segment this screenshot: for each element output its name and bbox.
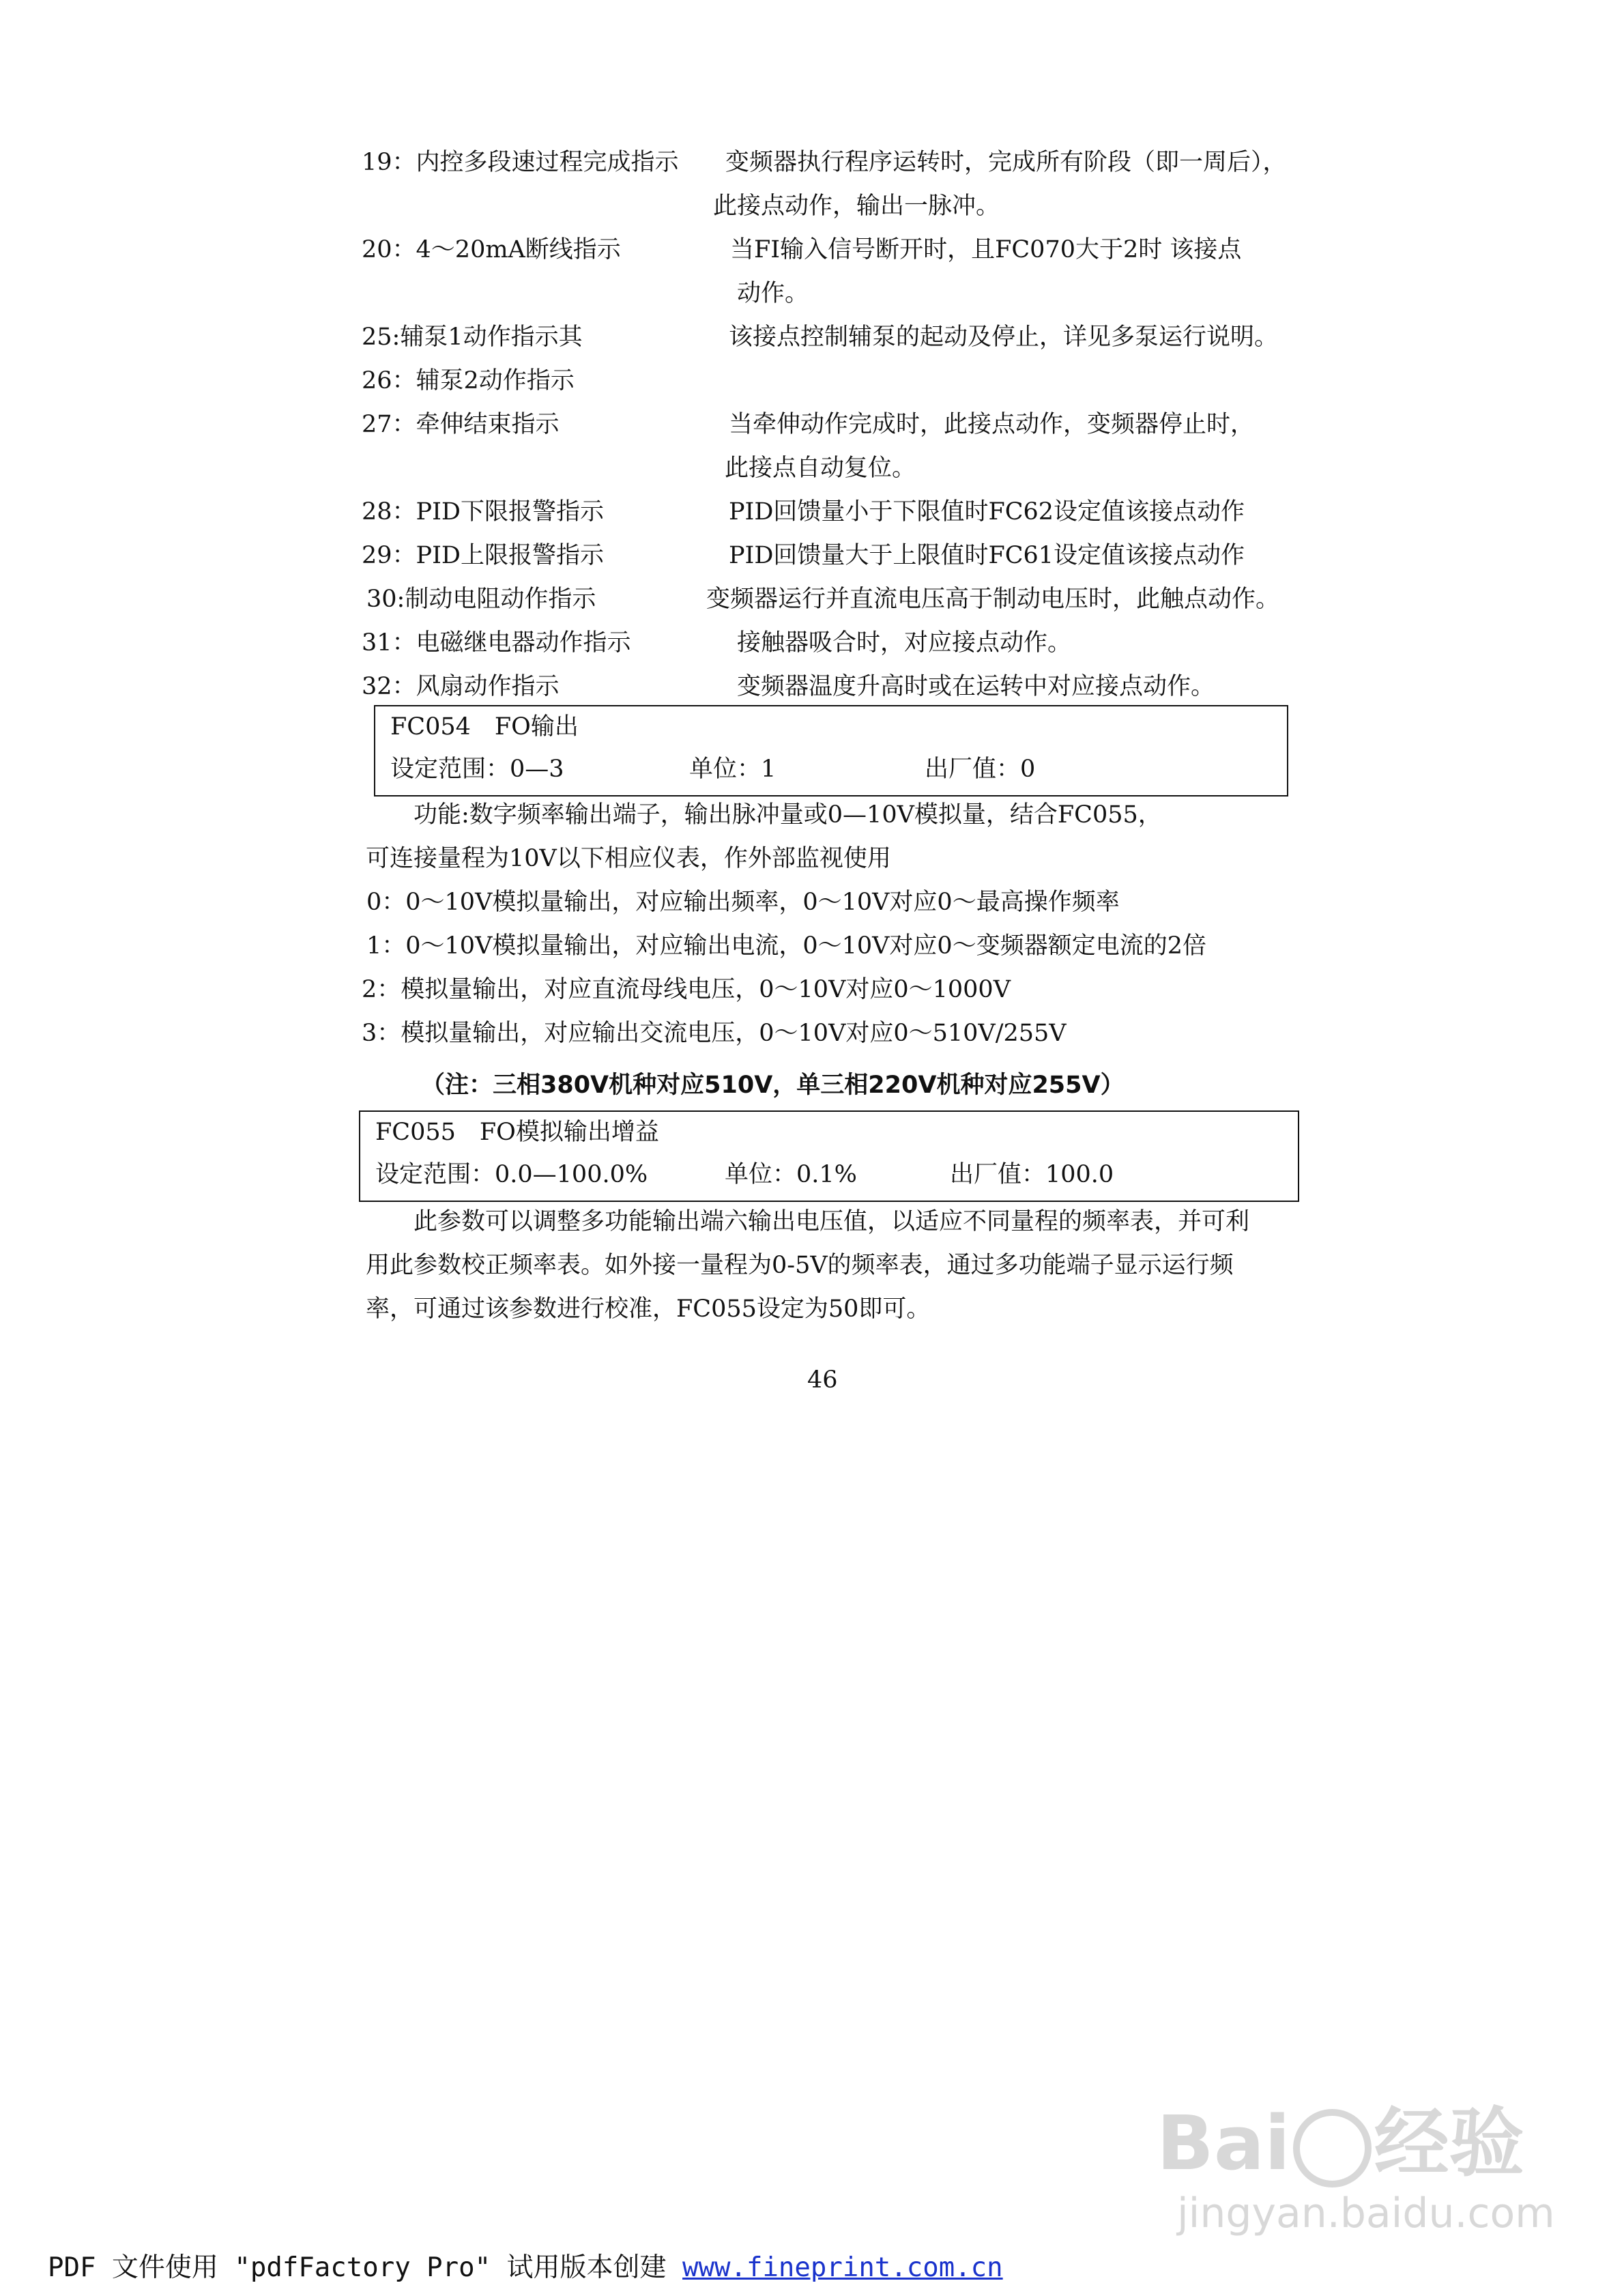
param-range: 设定范围：0—3 xyxy=(390,756,564,783)
param-title: FC055 FO模拟输出增益 xyxy=(375,1119,659,1146)
watermark-logo-right: 经验 xyxy=(1374,2099,1524,2187)
list-left-30: 30:制动电阻动作指示 xyxy=(366,586,596,613)
footer-text: PDF 文件使用 "pdfFactory Pro" 试用版本创建 xyxy=(48,2252,683,2283)
list-left-27: 27：牵伸结束指示 xyxy=(362,411,560,438)
param-box-fc054 xyxy=(374,705,1288,797)
paragraph-line: 率，可通过该参数进行校准，FC055设定为50即可。 xyxy=(366,1295,931,1323)
watermark-logo-left: Bai xyxy=(1157,2099,1290,2187)
option-line-1: 1：0～10V模拟量输出，对应输出电流，0～10V对应0～变频器额定电流的2倍 xyxy=(366,932,1206,960)
note-line: （注：三相380V机种对应510V，单三相220V机种对应255V） xyxy=(421,1072,1125,1099)
option-line-0: 0：0～10V模拟量输出，对应输出频率，0～10V对应0～最高操作频率 xyxy=(366,889,1120,916)
param-unit: 单位：1 xyxy=(689,756,777,783)
page-number: 46 xyxy=(807,1366,838,1394)
list-right-27-cont: 此接点自动复位。 xyxy=(725,455,916,482)
watermark-url: jingyan.baidu.com xyxy=(1177,2190,1555,2237)
param-unit: 单位：0.1% xyxy=(725,1161,857,1188)
list-right-20-cont: 动作。 xyxy=(737,280,809,307)
baidu-jingyan-watermark xyxy=(1157,2099,1524,2187)
list-right-31: 接触器吸合时，对应接点动作。 xyxy=(737,629,1072,657)
param-default: 出厂值：100.0 xyxy=(950,1161,1114,1188)
list-right-32: 变频器温度升高时或在运转中对应接点动作。 xyxy=(737,673,1215,700)
list-left-29: 29：PID上限报警指示 xyxy=(362,542,604,569)
paragraph-line: 可连接量程为10V以下相应仪表，作外部监视使用 xyxy=(366,845,891,872)
option-line-3: 3：模拟量输出，对应输出交流电压，0～10V对应0～510V/255V xyxy=(362,1020,1067,1047)
param-default: 出厂值：0 xyxy=(925,756,1036,783)
list-right-29: PID回馈量大于上限值时FC61设定值该接点动作 xyxy=(729,542,1245,569)
param-title: FC054 FO输出 xyxy=(390,713,579,741)
option-line-2: 2：模拟量输出，对应直流母线电压，0～10V对应0～1000V xyxy=(362,976,1011,1003)
list-left-26: 26：辅泵2动作指示 xyxy=(362,367,575,394)
paragraph-line: 功能:数字频率输出端子，输出脉冲量或0—10V模拟量，结合FC055， xyxy=(414,801,1162,829)
list-left-19: 19：内控多段速过程完成指示 xyxy=(362,149,679,176)
paw-icon xyxy=(1293,2109,1372,2187)
list-left-31: 31：电磁继电器动作指示 xyxy=(362,629,631,657)
list-right-30: 变频器运行并直流电压高于制动电压时，此触点动作。 xyxy=(706,586,1280,613)
paragraph-line: 用此参数校正频率表。如外接一量程为0-5V的频率表，通过多功能端子显示运行频 xyxy=(366,1252,1234,1279)
paragraph-line: 此参数可以调整多功能输出端六输出电压值，以适应不同量程的频率表，并可利 xyxy=(414,1208,1250,1235)
list-right-28: PID回馈量小于下限值时FC62设定值该接点动作 xyxy=(729,498,1245,526)
param-range: 设定范围：0.0—100.0% xyxy=(375,1161,648,1188)
list-right-19-cont: 此接点动作，输出一脉冲。 xyxy=(713,192,1000,220)
list-left-20: 20：4～20mA断线指示 xyxy=(362,236,621,263)
list-right-25: 该接点控制辅泵的起动及停止，详见多泵运行说明。 xyxy=(729,324,1279,351)
list-right-20: 当FI输入信号断开时，且FC070大于2时 该接点 xyxy=(730,236,1242,263)
list-right-19: 变频器执行程序运转时，完成所有阶段（即一周后）， xyxy=(725,149,1287,176)
footer-link[interactable]: www.fineprint.com.cn xyxy=(682,2252,1003,2283)
list-left-25: 25:辅泵1动作指示其 xyxy=(362,324,583,351)
pdf-footer xyxy=(48,2251,1003,2285)
list-left-28: 28：PID下限报警指示 xyxy=(362,498,604,526)
list-right-27: 当牵伸动作完成时，此接点动作，变频器停止时， xyxy=(729,411,1255,438)
param-box-fc055 xyxy=(359,1110,1299,1202)
list-left-32: 32：风扇动作指示 xyxy=(362,673,560,700)
